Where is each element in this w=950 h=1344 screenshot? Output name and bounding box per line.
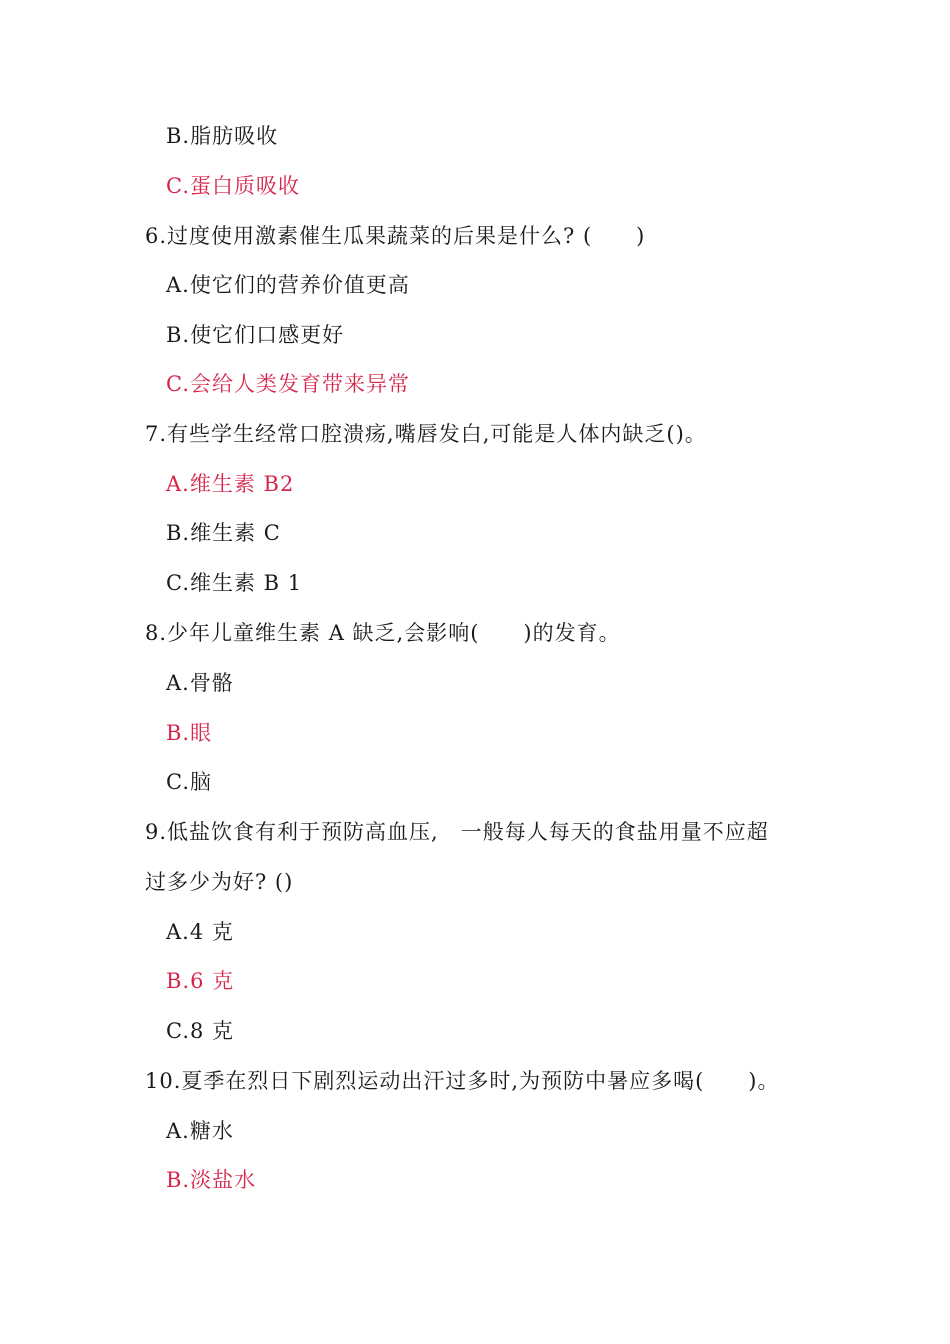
option-9b-answer: B.6 克	[166, 969, 235, 993]
question-9: 9.低盐饮食有利于预防高血压, 一般每人每天的食盐用量不应超	[145, 820, 769, 844]
option-5b: B.脂肪吸收	[166, 124, 279, 148]
option-9a: A.4 克	[166, 920, 234, 944]
option-5c-answer: C.蛋白质吸收	[166, 174, 300, 198]
question-7: 7.有些学生经常口腔溃疡,嘴唇发白,可能是人体内缺乏()。	[145, 422, 707, 446]
option-8c: C.脑	[166, 770, 212, 794]
question-6: 6.过度使用激素催生瓜果蔬菜的后果是什么? ( )	[145, 224, 646, 248]
option-6a: A.使它们的营养价值更高	[166, 273, 410, 297]
option-10a: A.糖水	[166, 1119, 234, 1143]
option-6c-answer: C.会给人类发育带来异常	[166, 372, 410, 396]
question-8: 8.少年儿童维生素 A 缺乏,会影响( )的发育。	[145, 621, 621, 645]
question-9-continued: 过多少为好? ()	[145, 870, 294, 894]
option-9c: C.8 克	[166, 1019, 235, 1043]
option-6b: B.使它们口感更好	[166, 323, 345, 347]
option-8b-answer: B.眼	[166, 721, 213, 745]
question-10: 10.夏季在烈日下剧烈运动出汗过多时,为预防中暑应多喝( )。	[145, 1069, 780, 1093]
option-10b-answer: B.淡盐水	[166, 1168, 257, 1192]
option-7c: C.维生素 B 1	[166, 571, 303, 595]
option-7a-answer: A.维生素 B2	[166, 472, 295, 496]
option-8a: A.骨骼	[166, 671, 234, 695]
option-7b: B.维生素 C	[166, 521, 281, 545]
